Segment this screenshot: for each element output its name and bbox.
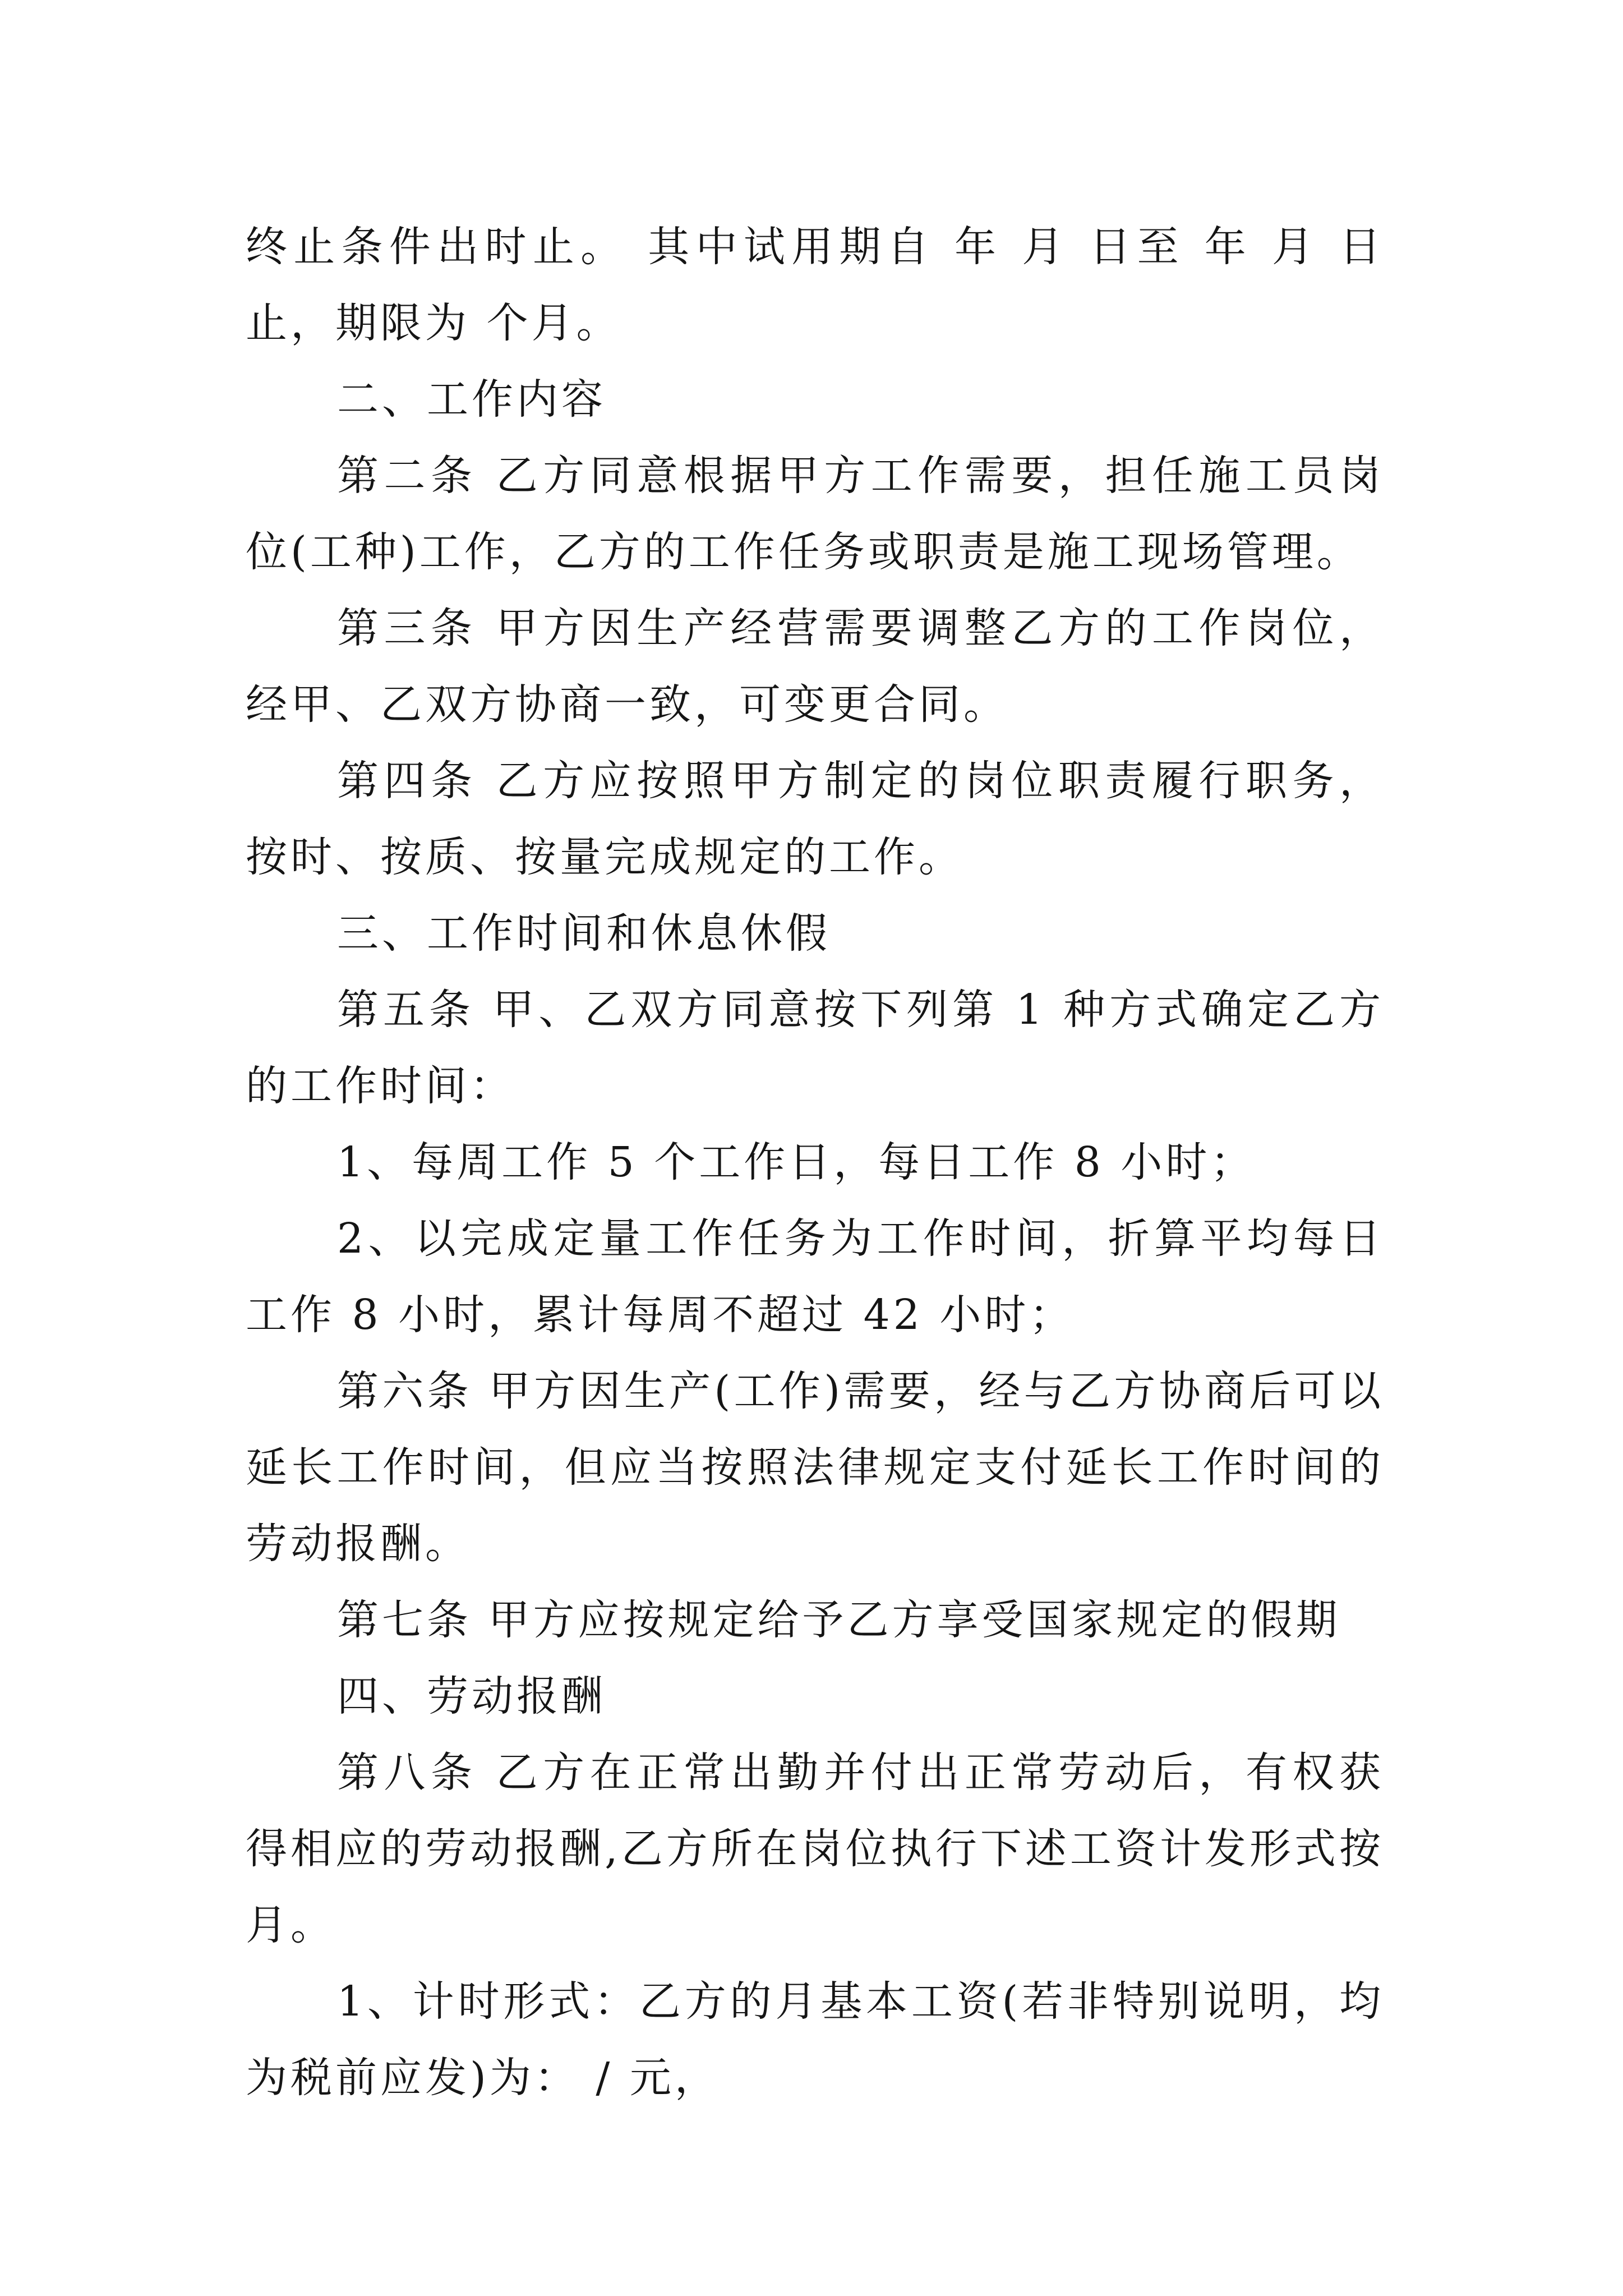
section-heading-remuneration: 四、劳动报酬 (337, 1672, 606, 1720)
section-heading-working-hours: 三、工作时间和休息休假 (337, 909, 831, 958)
contract-body (246, 209, 1384, 2116)
article-6-paragraph: 第六条 甲方因生产(工作)需要，经与乙方协商后可以延长工作时间，但应当按照法律规定支付延长工作时间的劳动报酬。 (246, 1367, 1384, 1568)
paragraph-probation-period: 终止条件出时止。 其中试用期自 年 月 日至 年 月 日止，期限为 个月。 (246, 223, 1384, 347)
article-7-paragraph: 第七条 甲方应按规定给予乙方享受国家规定的假期 (337, 1596, 1341, 1644)
salary-hourly-form-paragraph: 1、计时形式：乙方的月基本工资(若非特别说明，均为税前应发)为： / 元， (246, 1977, 1384, 2102)
section-heading-job-content: 二、工作内容 (337, 375, 606, 424)
article-2-paragraph: 第二条 乙方同意根据甲方工作需要，担任施工员岗位(工种)工作，乙方的工作任务或职责是施工现场管理。 (246, 452, 1384, 576)
working-hours-option-2: 2、以完成定量工作任务为工作时间，折算平均每日工作 8 小时，累计每周不超过 42 小时； (246, 1214, 1384, 1339)
article-8-paragraph: 第八条 乙方在正常出勤并付出正常劳动后，有权获得相应的劳动报酬,乙方所在岗位执行下述工资计发形式按月。 (246, 1749, 1384, 1949)
article-3-paragraph: 第三条 甲方因生产经营需要调整乙方的工作岗位，经甲、乙双方协商一致，可变更合同。 (246, 604, 1384, 729)
article-4-paragraph: 第四条 乙方应按照甲方制定的岗位职责履行职务，按时、按质、按量完成规定的工作。 (246, 757, 1384, 881)
article-5-paragraph: 第五条 甲、乙双方同意按下列第 1 种方式确定乙方的工作时间： (246, 986, 1384, 1110)
working-hours-option-1: 1、每周工作 5 个工作日，每日工作 8 小时； (337, 1138, 1256, 1186)
